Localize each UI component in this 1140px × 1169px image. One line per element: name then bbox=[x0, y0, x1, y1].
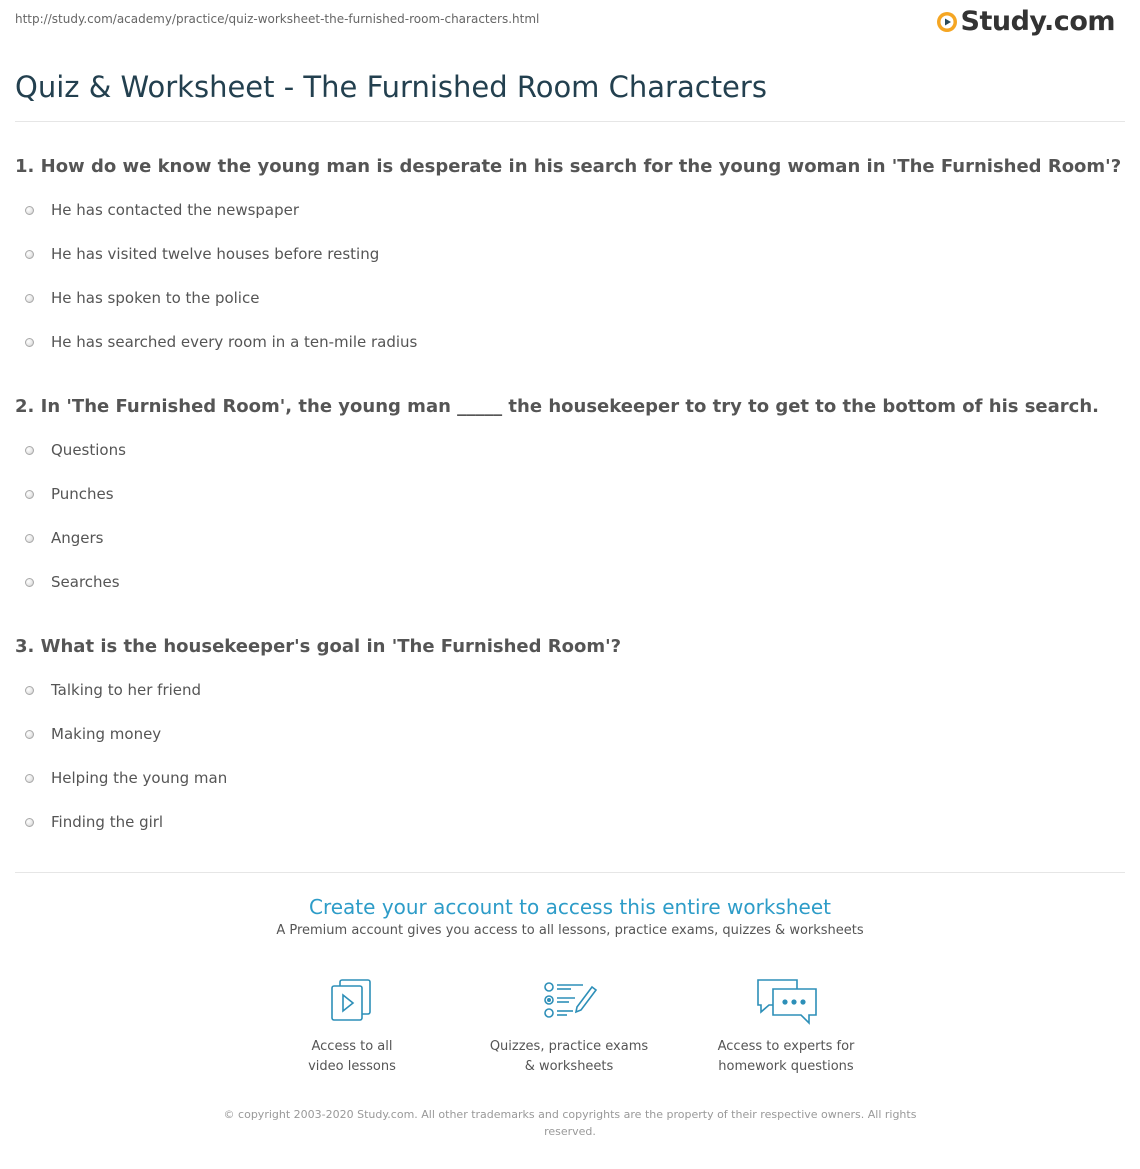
quiz-checklist-icon bbox=[539, 975, 599, 1027]
signup-cta bbox=[0, 893, 1140, 938]
logo-text: Study.com bbox=[960, 6, 1115, 37]
answer-option[interactable] bbox=[15, 560, 1125, 604]
question-1 bbox=[15, 155, 1125, 364]
content-divider bbox=[15, 872, 1125, 873]
radio-button-icon[interactable] bbox=[25, 774, 34, 783]
page-title: Quiz & Worksheet - The Furnished Room Characters bbox=[15, 70, 767, 104]
answer-label: He has contacted the newspaper bbox=[51, 201, 300, 219]
feature-label-line1: Access to all bbox=[311, 1039, 393, 1054]
question-text: 2. In 'The Furnished Room', the young man _____ the housekeeper to try to get to the bottom of his search. bbox=[15, 396, 1099, 417]
video-lessons-icon bbox=[322, 975, 382, 1027]
feature-video-lessons bbox=[252, 975, 452, 1077]
answer-option[interactable] bbox=[15, 516, 1125, 560]
feature-experts bbox=[686, 975, 886, 1077]
answer-label: Talking to her friend bbox=[51, 681, 202, 699]
radio-button-icon[interactable] bbox=[25, 534, 34, 543]
answer-options bbox=[15, 668, 1125, 844]
answer-label: Making money bbox=[51, 725, 162, 743]
answer-label: He has visited twelve houses before resting bbox=[51, 245, 380, 263]
radio-button-icon[interactable] bbox=[25, 294, 34, 303]
cta-subtitle: A Premium account gives you access to all lessons, practice exams, quizzes & worksheets bbox=[276, 923, 864, 938]
feature-label-line2: video lessons bbox=[308, 1059, 396, 1074]
answer-label: Helping the young man bbox=[51, 769, 228, 787]
answer-options bbox=[15, 188, 1125, 364]
copyright-notice: © copyright 2003-2020 Study.com. All other trademarks and copyrights are the property of their respective owners. All rights reserved. bbox=[223, 1108, 917, 1138]
radio-button-icon[interactable] bbox=[25, 490, 34, 499]
radio-button-icon[interactable] bbox=[25, 338, 34, 347]
radio-button-icon[interactable] bbox=[25, 686, 34, 695]
expert-chat-icon bbox=[753, 975, 819, 1027]
answer-option[interactable] bbox=[15, 428, 1125, 472]
answer-label: Searches bbox=[51, 573, 120, 591]
answer-label: Punches bbox=[51, 485, 114, 503]
page-url: http://study.com/academy/practice/quiz-worksheet-the-furnished-room-characters.html bbox=[15, 12, 540, 26]
answer-option[interactable] bbox=[15, 668, 1125, 712]
feature-label-line1: Quizzes, practice exams bbox=[489, 1039, 649, 1054]
answer-label: Questions bbox=[51, 441, 126, 459]
study-logo[interactable] bbox=[936, 6, 1115, 37]
question-3 bbox=[15, 635, 1125, 844]
cta-title-link[interactable]: Create your account to access this entire worksheet bbox=[309, 895, 831, 919]
feature-list bbox=[0, 975, 1140, 1085]
answer-label: Angers bbox=[51, 529, 104, 547]
answer-option[interactable] bbox=[15, 472, 1125, 516]
answer-options bbox=[15, 428, 1125, 604]
answer-label: He has spoken to the police bbox=[51, 289, 260, 307]
top-bar bbox=[0, 0, 1140, 50]
radio-button-icon[interactable] bbox=[25, 446, 34, 455]
play-logo-icon bbox=[936, 11, 958, 33]
question-2 bbox=[15, 395, 1125, 604]
feature-quizzes bbox=[469, 975, 669, 1077]
answer-option[interactable] bbox=[15, 276, 1125, 320]
answer-label: He has searched every room in a ten-mile radius bbox=[51, 333, 418, 351]
feature-label-line1: Access to experts for bbox=[717, 1039, 855, 1054]
radio-button-icon[interactable] bbox=[25, 250, 34, 259]
radio-button-icon[interactable] bbox=[25, 730, 34, 739]
title-divider bbox=[15, 121, 1125, 122]
feature-label-line2: & worksheets bbox=[524, 1059, 614, 1074]
answer-option[interactable] bbox=[15, 188, 1125, 232]
radio-button-icon[interactable] bbox=[25, 206, 34, 215]
question-text: 3. What is the housekeeper's goal in 'The Furnished Room'? bbox=[15, 636, 622, 657]
answer-option[interactable] bbox=[15, 800, 1125, 844]
answer-option[interactable] bbox=[15, 320, 1125, 364]
answer-option[interactable] bbox=[15, 232, 1125, 276]
radio-button-icon[interactable] bbox=[25, 818, 34, 827]
radio-button-icon[interactable] bbox=[25, 578, 34, 587]
answer-option[interactable] bbox=[15, 756, 1125, 800]
answer-option[interactable] bbox=[15, 712, 1125, 756]
question-text: 1. How do we know the young man is desperate in his search for the young woman in 'The Furnished Room'? bbox=[15, 156, 1122, 177]
feature-label-line2: homework questions bbox=[718, 1059, 854, 1074]
answer-label: Finding the girl bbox=[51, 813, 164, 831]
